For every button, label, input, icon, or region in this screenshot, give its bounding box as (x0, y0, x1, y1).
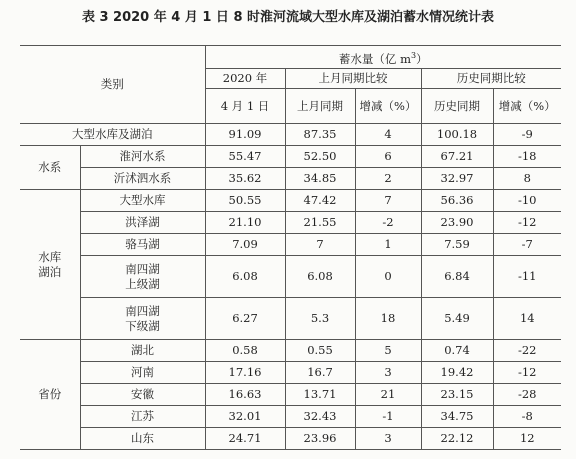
table-row (20, 428, 561, 450)
cell-hist-pct: 8 (493, 168, 561, 190)
cell-mom: 23.96 (285, 428, 355, 450)
cell-mom: 87.35 (285, 124, 355, 146)
group-water-system: 水系 (20, 146, 80, 190)
cell-mom: 21.55 (285, 212, 355, 234)
cell-2020: 6.08 (205, 256, 285, 298)
storage-unit-sup: 3 (410, 50, 417, 60)
cell-2020: 91.09 (205, 124, 285, 146)
row-label: 沂沭泗水系 (80, 168, 205, 190)
cell-2020: 6.27 (205, 298, 285, 340)
cell-mom-pct: 0 (355, 256, 421, 298)
row-label: 淮河水系 (80, 146, 205, 168)
cell-2020: 16.63 (205, 384, 285, 406)
cell-2020: 21.10 (205, 212, 285, 234)
cell-2020: 55.47 (205, 146, 285, 168)
cell-hist: 5.49 (421, 298, 493, 340)
cell-hist: 22.12 (421, 428, 493, 450)
mom-value-header: 上月同期 (285, 89, 355, 124)
cell-mom: 52.50 (285, 146, 355, 168)
cell-mom: 5.3 (285, 298, 355, 340)
table-row (20, 298, 561, 340)
cell-hist-pct: -12 (493, 362, 561, 384)
table-title: 表 3 2020 年 4 月 1 日 8 时淮河流域大型水库及湖泊蓄水情况统计表 (81, 10, 495, 25)
row-label: 洪泽湖 (80, 212, 205, 234)
storage-table (20, 45, 561, 450)
cell-hist: 32.97 (421, 168, 493, 190)
category-header: 类别 (20, 46, 205, 124)
cell-mom: 16.7 (285, 362, 355, 384)
cell-2020: 50.55 (205, 190, 285, 212)
table-row (20, 362, 561, 384)
cell-hist-pct: -8 (493, 406, 561, 428)
table-row (20, 406, 561, 428)
row-label: 江苏 (80, 406, 205, 428)
cell-mom-pct: 7 (355, 190, 421, 212)
hist-group-header: 历史同期比较 (421, 69, 561, 89)
cell-2020: 17.16 (205, 362, 285, 384)
group-province: 省份 (20, 340, 80, 450)
group-reservoir-lake (20, 190, 80, 340)
row-label: 山东 (80, 428, 205, 450)
cell-mom: 6.08 (285, 256, 355, 298)
table-row (20, 124, 561, 146)
table-row (20, 212, 561, 234)
cell-mom-pct: 6 (355, 146, 421, 168)
cell-mom: 34.85 (285, 168, 355, 190)
group-reservoir-lake-label: 水库湖泊 (38, 249, 62, 279)
header-row-1 (20, 46, 561, 69)
date-header: 2020 年 (205, 69, 285, 89)
row-label: 大型水库及湖泊 (20, 124, 205, 146)
cell-2020: 7.09 (205, 234, 285, 256)
row-label: 湖北 (80, 340, 205, 362)
cell-mom-pct: 4 (355, 124, 421, 146)
cell-hist: 56.36 (421, 190, 493, 212)
cell-mom-pct: 18 (355, 298, 421, 340)
cell-mom: 13.71 (285, 384, 355, 406)
cell-2020: 24.71 (205, 428, 285, 450)
row-label: 河南 (80, 362, 205, 384)
cell-mom-pct: 2 (355, 168, 421, 190)
cell-hist-pct: -12 (493, 212, 561, 234)
cell-hist: 19.42 (421, 362, 493, 384)
cell-mom-pct: -1 (355, 406, 421, 428)
table-row (20, 190, 561, 212)
cell-hist-pct: -11 (493, 256, 561, 298)
cell-hist-pct: 14 (493, 298, 561, 340)
table-row (20, 256, 561, 298)
cell-2020: 32.01 (205, 406, 285, 428)
mom-change-header: 增减（%） (355, 89, 421, 124)
cell-hist-pct: -22 (493, 340, 561, 362)
cell-mom-pct: 1 (355, 234, 421, 256)
cell-mom: 47.42 (285, 190, 355, 212)
cell-hist: 100.18 (421, 124, 493, 146)
cell-mom: 7 (285, 234, 355, 256)
date-header-2: 4 月 1 日 (205, 89, 285, 124)
cell-hist: 67.21 (421, 146, 493, 168)
cell-hist: 6.84 (421, 256, 493, 298)
cell-hist: 23.15 (421, 384, 493, 406)
row-label: 骆马湖 (80, 234, 205, 256)
cell-mom: 0.55 (285, 340, 355, 362)
row-label (80, 298, 205, 340)
table-row (20, 234, 561, 256)
row-label: 安徽 (80, 384, 205, 406)
hist-change-header: 增减（%） (493, 89, 561, 124)
cell-hist-pct: -28 (493, 384, 561, 406)
cell-hist-pct: -7 (493, 234, 561, 256)
table-row (20, 168, 561, 190)
table-row (20, 146, 561, 168)
cell-mom-pct: 3 (355, 362, 421, 384)
hist-value-header: 历史同期 (421, 89, 493, 124)
cell-hist-pct: -9 (493, 124, 561, 146)
table-row (20, 340, 561, 362)
storage-label-end: ） (416, 51, 428, 66)
cell-2020: 0.58 (205, 340, 285, 362)
cell-hist: 34.75 (421, 406, 493, 428)
storage-label: 蓄水量（亿 m (338, 51, 411, 66)
cell-mom-pct: -2 (355, 212, 421, 234)
row-label-text: 南四湖上级湖 (125, 261, 160, 291)
cell-hist: 23.90 (421, 212, 493, 234)
cell-hist: 0.74 (421, 340, 493, 362)
cell-hist: 7.59 (421, 234, 493, 256)
row-label (80, 256, 205, 298)
row-label-text: 南四湖下级湖 (125, 303, 160, 333)
table-row (20, 384, 561, 406)
cell-hist-pct: -18 (493, 146, 561, 168)
cell-mom: 32.43 (285, 406, 355, 428)
cell-2020: 35.62 (205, 168, 285, 190)
storage-header (205, 46, 561, 69)
row-label: 大型水库 (80, 190, 205, 212)
cell-mom-pct: 21 (355, 384, 421, 406)
mom-group-header: 上月同期比较 (285, 69, 421, 89)
cell-hist-pct: 12 (493, 428, 561, 450)
cell-hist-pct: -10 (493, 190, 561, 212)
cell-mom-pct: 5 (355, 340, 421, 362)
cell-mom-pct: 3 (355, 428, 421, 450)
